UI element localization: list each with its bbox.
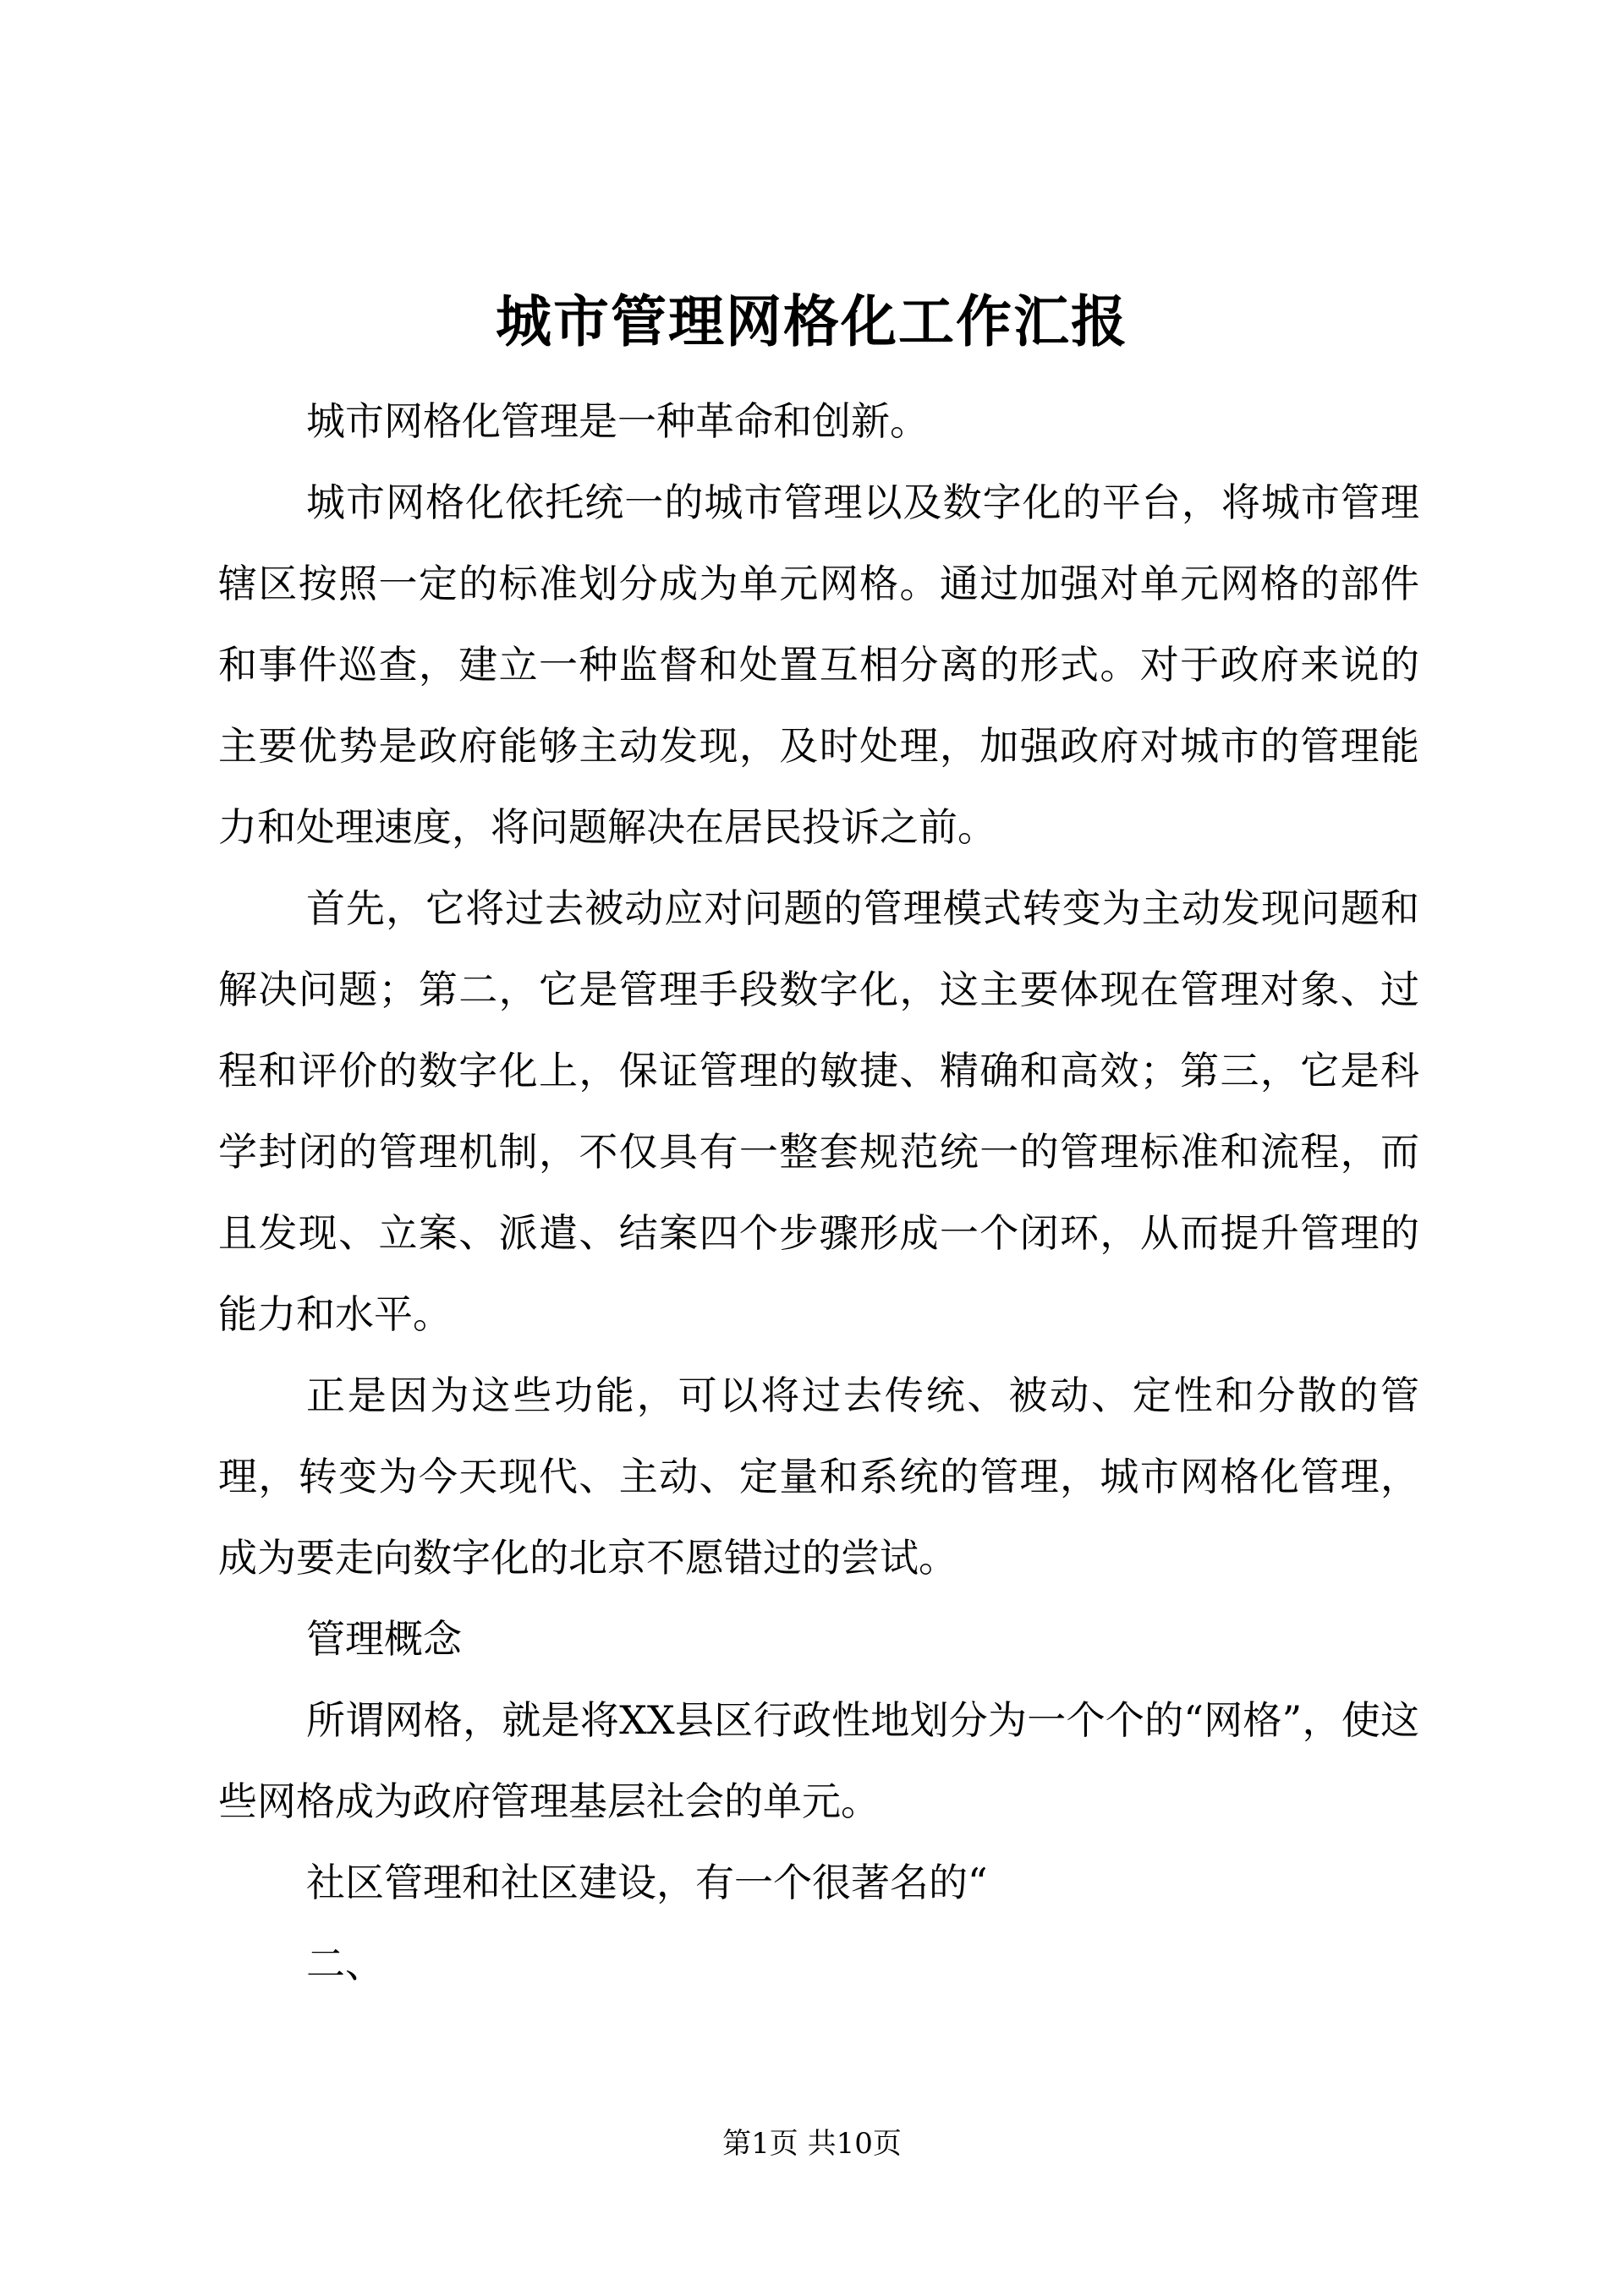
section-number: 二、	[306, 1941, 384, 1986]
paragraph-advantages: 首先，它将过去被动应对问题的管理模式转变为主动发现问题和解决问题；第二，它是管理手段数字化，这主要体现在管理对象、过程和评价的数字化上，保证管理的敏捷、精确和高效；第三，它是科学封闭的管理机制，不仅具有一整套规范统一的管理标准和流程，而且发现、立案、派遣、结案四个步骤形成一个闭环，从而提升管理的能力和水平。	[218, 885, 1419, 1337]
page-footer: 第1页 共10页	[722, 2127, 902, 2161]
paragraph-community: 社区管理和社区建设，有一个很著名的“	[306, 1860, 988, 1905]
section-heading-management-concept: 管理概念	[306, 1616, 462, 1662]
paragraph-intro: 城市网格化管理是一种革命和创新。	[306, 398, 929, 444]
paragraph-grid-definition: 所谓网格，就是将XX县区行政性地划分为一个个的“网格”，使这些网格成为政府管理基层社会的单元。	[218, 1697, 1419, 1824]
paragraph-conclusion: 正是因为这些功能，可以将过去传统、被动、定性和分散的管理，转变为今天现代、主动、定量和系统的管理，城市网格化管理，成为要走向数字化的北京不愿错过的尝试。	[218, 1373, 1419, 1581]
document-title: 城市管理网格化工作汇报	[496, 288, 1128, 354]
document-body	[218, 381, 1419, 2004]
paragraph-overview: 城市网格化依托统一的城市管理以及数字化的平台，将城市管理辖区按照一定的标准划分成为单元网格。通过加强对单元网格的部件和事件巡查，建立一种监督和处置互相分离的形式。对于政府来说的主要优势是政府能够主动发现，及时处理，加强政府对城市的管理能力和处理速度，将问题解决在居民投诉之前。	[218, 479, 1419, 850]
